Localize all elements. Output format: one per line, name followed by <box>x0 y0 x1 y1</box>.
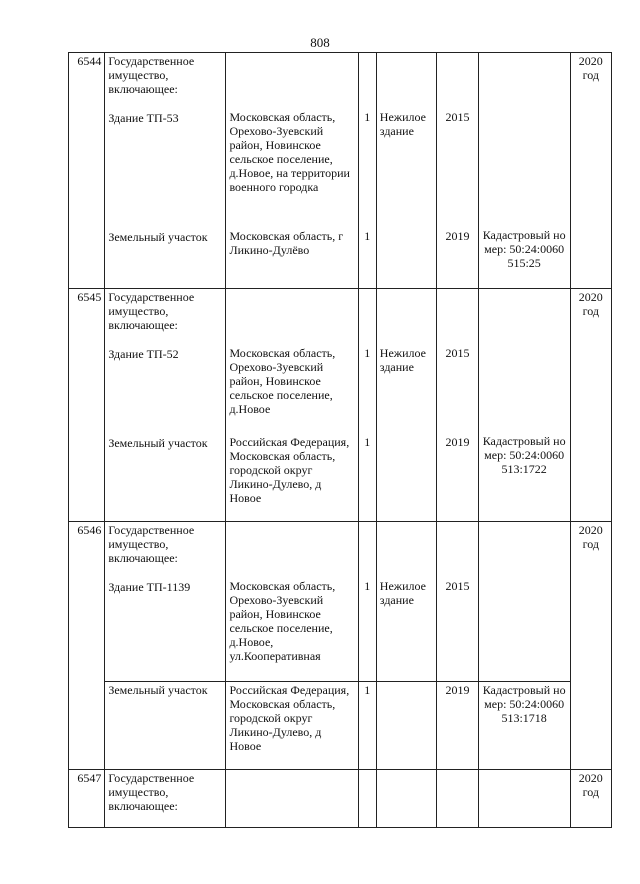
item-address: Московская область, г Ликино-Дулёво <box>229 229 344 257</box>
item-year: 2015 <box>445 346 470 360</box>
item-type: Нежилое здание <box>379 579 426 607</box>
period-cell <box>570 522 611 770</box>
item-quantity: 1 <box>364 683 371 697</box>
table-row <box>69 53 612 289</box>
record-number-cell <box>69 289 105 522</box>
record-period: 2020 год <box>578 54 603 82</box>
address-cell <box>226 289 358 522</box>
item-cadastral: Кадастровый номер: 50:24:0060513:1718 <box>482 683 566 725</box>
table-row <box>69 770 612 828</box>
item-quantity: 1 <box>364 229 371 243</box>
quantity-cell <box>358 289 376 522</box>
year-cell <box>437 53 478 289</box>
cadastral-cell <box>478 53 570 289</box>
quantity-cell <box>358 53 376 289</box>
item-year: 2015 <box>445 579 470 593</box>
year-cell <box>437 522 478 682</box>
group-title: Государственное имущество, включающее: <box>108 290 195 332</box>
record-period: 2020 год <box>578 290 603 318</box>
quantity-cell <box>358 682 376 770</box>
record-number: 6546 <box>77 523 102 537</box>
item-year: 2019 <box>445 435 470 449</box>
item-quantity: 1 <box>364 346 371 360</box>
group-title: Государственное имущество, включающее: <box>108 523 195 565</box>
item-cadastral: Кадастровый номер: 50:24:0060513:1722 <box>482 434 566 476</box>
type-cell <box>376 522 437 682</box>
name-cell <box>105 770 226 828</box>
cadastral-cell <box>478 682 570 770</box>
name-cell <box>105 682 226 770</box>
item-address: Московская область, Орехово-Зуевский район, Новинское сельское поселение, д.Новое, ул.Кооперативная <box>229 579 336 663</box>
item-name: Земельный участок <box>108 683 208 697</box>
item-name: Здание ТП-1139 <box>108 580 191 594</box>
quantity-cell <box>358 522 376 682</box>
group-title: Государственное имущество, включающее: <box>108 771 195 813</box>
record-number-cell <box>69 770 105 828</box>
page-number: 808 <box>310 35 330 50</box>
period-cell <box>570 53 611 289</box>
item-type: Нежилое здание <box>379 110 426 138</box>
record-number-cell <box>69 53 105 289</box>
item-address: Российская Федерация, Московская область, городской округ Ликино-Дулево, д Новое <box>229 683 350 753</box>
item-type: Нежилое здание <box>379 346 426 374</box>
table-row <box>69 682 612 770</box>
record-number: 6545 <box>77 290 102 304</box>
name-cell <box>105 522 226 682</box>
period-cell <box>570 289 611 522</box>
year-cell <box>437 289 478 522</box>
item-name: Здание ТП-53 <box>108 111 179 125</box>
address-cell <box>226 53 358 289</box>
type-cell <box>376 53 437 289</box>
item-address: Московская область, Орехово-Зуевский район, Новинское сельское поселение, д.Новое <box>229 346 336 416</box>
year-cell <box>437 770 478 828</box>
quantity-cell <box>358 770 376 828</box>
type-cell <box>376 770 437 828</box>
table-row <box>69 522 612 682</box>
record-number: 6547 <box>77 771 102 785</box>
cadastral-cell <box>478 289 570 522</box>
address-cell <box>226 682 358 770</box>
item-name: Земельный участок <box>108 436 208 450</box>
item-address: Московская область, Орехово-Зуевский район, Новинское сельское поселение, д.Новое, на территории военного городка <box>229 110 350 194</box>
address-cell <box>226 770 358 828</box>
item-quantity: 1 <box>364 110 371 124</box>
record-number-cell <box>69 522 105 770</box>
name-cell <box>105 289 226 522</box>
period-cell <box>570 770 611 828</box>
type-cell <box>376 682 437 770</box>
item-address: Российская Федерация, Московская область, городской округ Ликино-Дулево, д Новое <box>229 435 350 505</box>
cadastral-cell <box>478 522 570 682</box>
cadastral-cell <box>478 770 570 828</box>
property-table <box>68 52 612 828</box>
item-year: 2019 <box>445 683 470 697</box>
item-name: Земельный участок <box>108 230 208 244</box>
table-row <box>69 289 612 522</box>
type-cell <box>376 289 437 522</box>
item-quantity: 1 <box>364 435 371 449</box>
item-year: 2019 <box>445 229 470 243</box>
record-period: 2020 год <box>578 771 603 799</box>
record-period: 2020 год <box>578 523 603 551</box>
item-cadastral: Кадастровый номер: 50:24:0060515:25 <box>482 228 566 270</box>
item-quantity: 1 <box>364 579 371 593</box>
item-type <box>377 682 437 683</box>
item-name: Здание ТП-52 <box>108 347 179 361</box>
name-cell <box>105 53 226 289</box>
item-year: 2015 <box>445 110 470 124</box>
group-title: Государственное имущество, включающее: <box>108 54 195 96</box>
record-number: 6544 <box>77 54 102 68</box>
address-cell <box>226 522 358 682</box>
year-cell <box>437 682 478 770</box>
